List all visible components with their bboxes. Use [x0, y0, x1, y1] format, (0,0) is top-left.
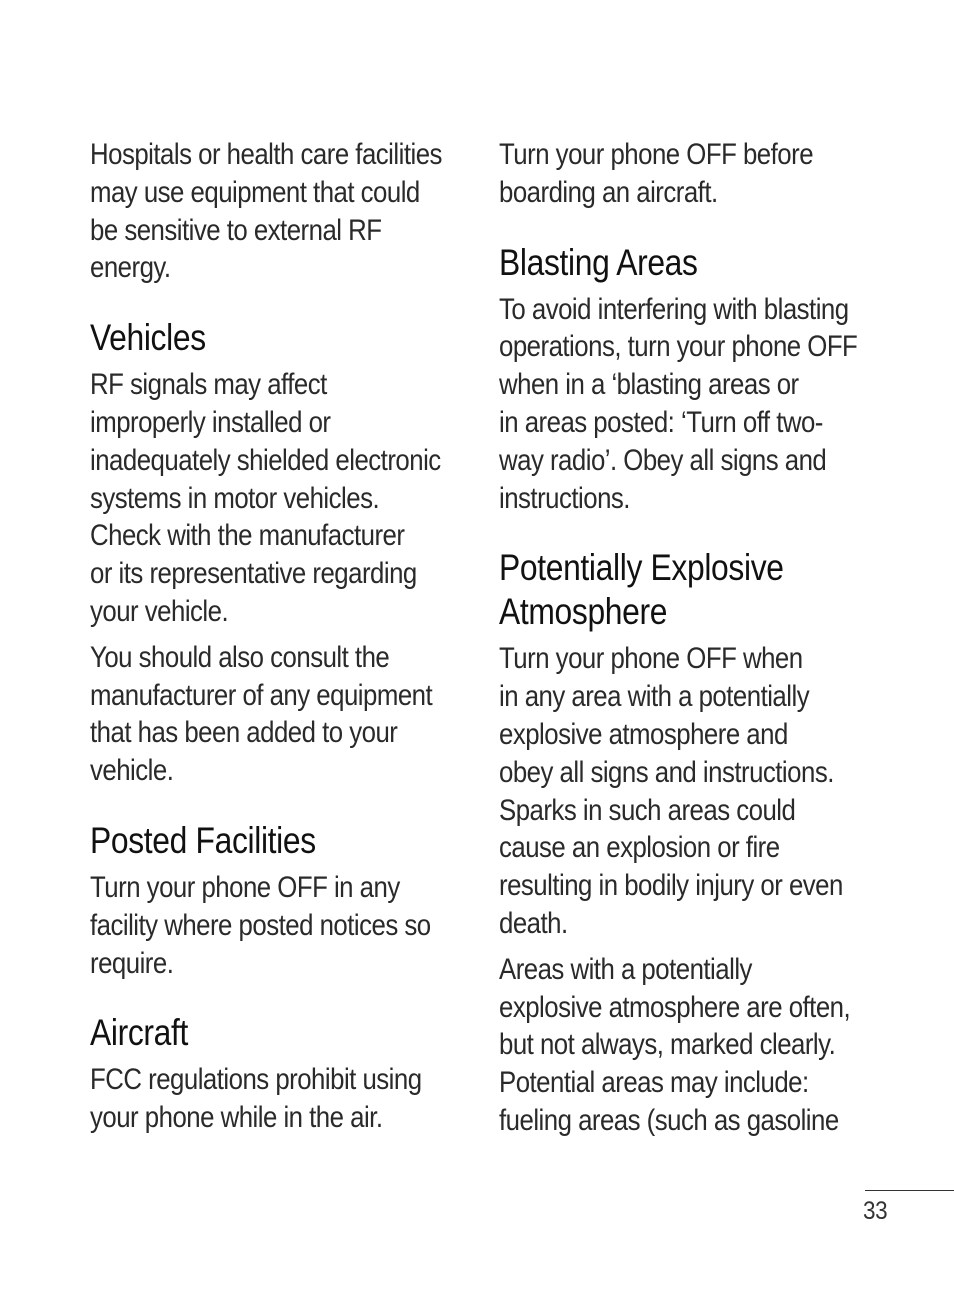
vehicles-heading: Vehicles	[90, 317, 206, 359]
explosive-atmosphere-paragraph-2: Areas with a potentially explosive atmosphere are often, but not always, marked clearly. Potential areas may include: fueling areas (such as gasoline	[499, 952, 851, 1137]
vehicles-paragraph-2: You should also consult the manufacturer of any equipment that has been added to your vehicle.	[90, 640, 433, 788]
hospitals-paragraph: Hospitals or health care facilities may use equipment that could be sensitive to external RF energy.	[90, 138, 442, 285]
posted-facilities-paragraph: Turn your phone OFF in any facility where posted notices so require.	[90, 870, 431, 980]
left-column	[90, 136, 474, 1145]
aircraft-heading: Aircraft	[90, 1012, 189, 1054]
posted-facilities-heading: Posted Facilities	[90, 819, 316, 861]
page-number: 33	[863, 1197, 888, 1225]
aircraft-paragraph: FCC regulations prohibit using your phone while in the air.	[90, 1063, 422, 1135]
right-column	[499, 136, 883, 1148]
aircraft-continued-paragraph: Turn your phone OFF before boarding an aircraft.	[499, 138, 814, 209]
explosive-atmosphere-heading: Potentially Explosive Atmosphere	[499, 547, 784, 633]
footer-divider	[865, 1190, 954, 1191]
blasting-areas-heading: Blasting Areas	[499, 241, 698, 283]
blasting-areas-paragraph: To avoid interfering with blasting operations, turn your phone OFF when in a ‘blasting areas or in areas posted: ‘Turn off two- way radio’. Obey all signs and instructions.	[499, 292, 858, 515]
vehicles-paragraph-1: RF signals may affect improperly installed or inadequately shielded electronic systems in motor vehicles. Check with the manufacturer or its representative regarding your vehicle.	[90, 368, 441, 628]
explosive-atmosphere-paragraph-1: Turn your phone OFF when in any area with a potentially explosive atmosphere and obey all signs and instructions. Sparks in such areas could cause an explosion or fire resulting in bodily injury or even death.	[499, 642, 843, 940]
